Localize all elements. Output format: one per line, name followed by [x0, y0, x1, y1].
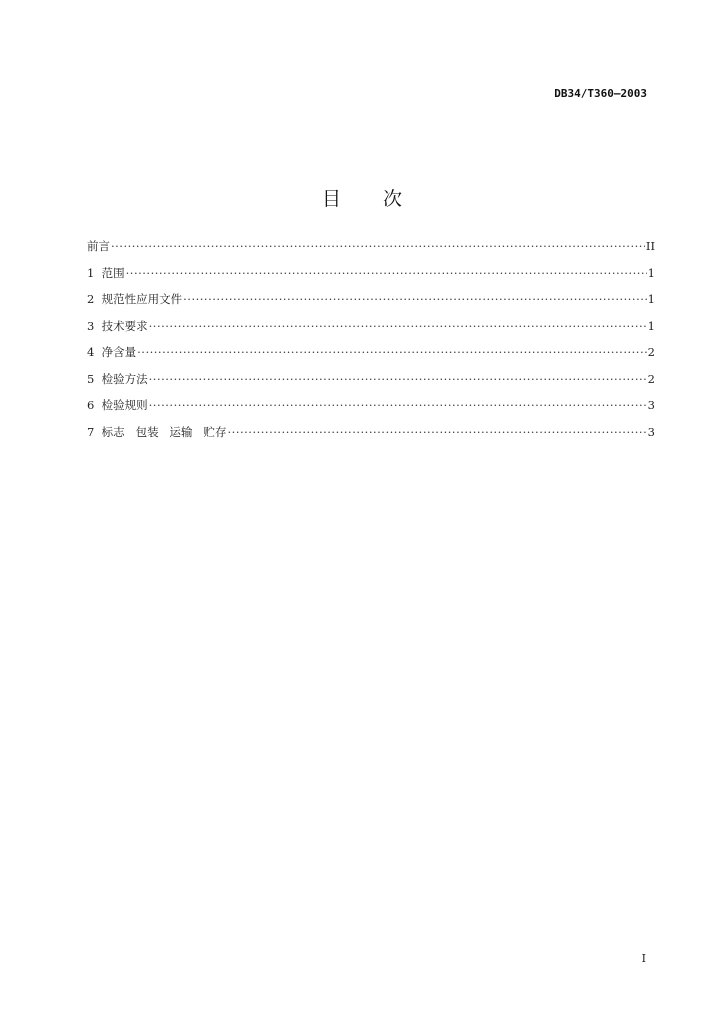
toc-entry-marking-packaging[interactable] [87, 424, 655, 451]
toc-entry-page: 2 [647, 345, 655, 359]
toc-list [87, 238, 655, 450]
toc-entry-page: 1 [647, 292, 655, 306]
toc-entry-test-methods[interactable] [87, 371, 655, 398]
toc-entry-technical-requirements[interactable] [87, 318, 655, 345]
toc-entry-normative-references[interactable] [87, 291, 655, 318]
toc-entry-page: 3 [647, 398, 655, 412]
toc-title-char-2: 次 [383, 188, 403, 210]
standard-code: DB34/T360—2003 [554, 87, 647, 100]
toc-entry-page: II [645, 239, 655, 253]
toc-dot-leader [183, 292, 647, 306]
toc-entry-label: 2 规范性应用文件 [87, 292, 183, 306]
toc-entry-label: 5 检验方法 [87, 371, 148, 386]
toc-dot-leader [137, 345, 647, 359]
toc-entry-page: 1 [647, 265, 655, 280]
toc-entry-label: 3 技术要求 [87, 318, 148, 333]
toc-entry-net-content[interactable] [87, 344, 655, 371]
toc-entry-inspection-rules[interactable] [87, 397, 655, 424]
toc-dot-leader [149, 398, 647, 412]
toc-entry-scope[interactable] [87, 265, 655, 292]
toc-entry-label: 6 检验规则 [87, 398, 148, 412]
toc-dot-leader [126, 266, 647, 280]
page-number: I [641, 952, 646, 965]
toc-entry-label: 1 范围 [87, 265, 125, 280]
toc-dot-leader [149, 319, 647, 333]
toc-dot-leader [111, 239, 645, 253]
toc-dot-leader [149, 372, 647, 386]
toc-entry-foreword[interactable] [87, 238, 655, 265]
toc-entry-page: 1 [647, 318, 655, 333]
toc-dot-leader [228, 425, 647, 439]
toc-entry-label: 7 标志 包装 运输 贮存 [87, 424, 227, 439]
toc-title-char-1: 目 [321, 188, 341, 210]
toc-entry-page: 2 [647, 371, 655, 386]
toc-title [0, 184, 724, 211]
toc-entry-label: 4 净含量 [87, 345, 137, 359]
toc-entry-page: 3 [647, 424, 655, 439]
toc-entry-label: 前言 [87, 239, 110, 253]
